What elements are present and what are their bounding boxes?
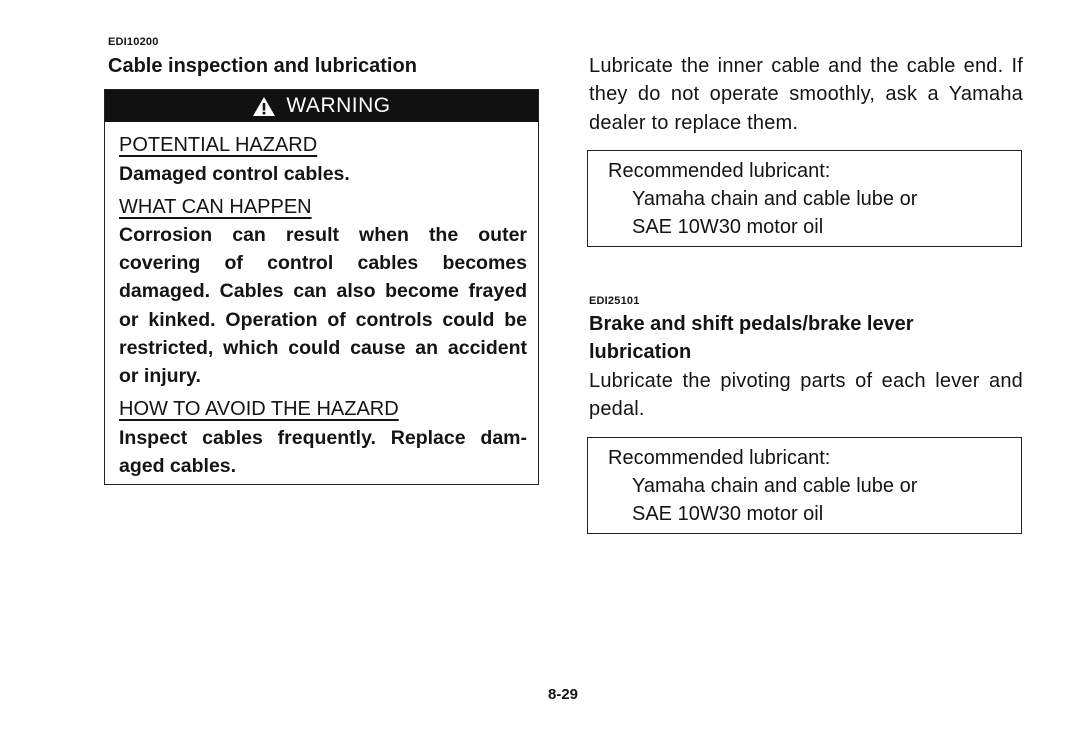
what-can-happen-label: WHAT CAN HAPPEN	[119, 196, 312, 218]
lubricant-line: Yamaha chain and cable lube or	[632, 475, 918, 497]
warning-title-bar	[105, 90, 538, 122]
section-code: EDI25101	[589, 295, 640, 307]
lubricant-title: Recommended lubricant:	[608, 160, 831, 182]
lubricant-line: SAE 10W30 motor oil	[632, 503, 824, 525]
lubricant-line: Yamaha chain and cable lube or	[632, 188, 918, 210]
how-to-avoid-label: HOW TO AVOID THE HAZARD	[119, 398, 399, 420]
lubricant-title: Recommended lubricant:	[608, 447, 831, 469]
page-number: 8-29	[547, 686, 579, 703]
potential-hazard-text: Damaged control cables.	[119, 163, 350, 185]
warning-triangle-icon	[252, 96, 276, 117]
warning-box	[104, 89, 539, 485]
how-to-avoid-text: Inspect cables frequently. Replace dam- aged cables.	[119, 427, 527, 478]
potential-hazard-label: POTENTIAL HAZARD	[119, 134, 318, 156]
recommended-lubricant-box	[587, 150, 1022, 247]
section-heading: Brake and shift pedals/brake lever lubrication	[589, 313, 914, 363]
section-heading: Cable inspection and lubrication	[108, 55, 417, 77]
warning-title: WARNING	[286, 94, 391, 117]
pedal-lubrication-text: Lubricate the pivoting parts of each lever and pedal.	[589, 370, 1023, 421]
recommended-lubricant-box	[587, 437, 1022, 534]
section-code: EDI10200	[108, 36, 159, 48]
what-can-happen-text: Corrosion can result when the outer covering of control cables becomes damaged. Cables can also become frayed or kinked. Operation of controls could be restricted, which could cause an accident or injury.	[119, 224, 527, 388]
cable-lubrication-text: Lubricate the inner cable and the cable end. If they do not operate smoothly, ask a Yamaha dealer to replace them.	[589, 55, 1023, 134]
lubricant-line: SAE 10W30 motor oil	[632, 216, 824, 238]
